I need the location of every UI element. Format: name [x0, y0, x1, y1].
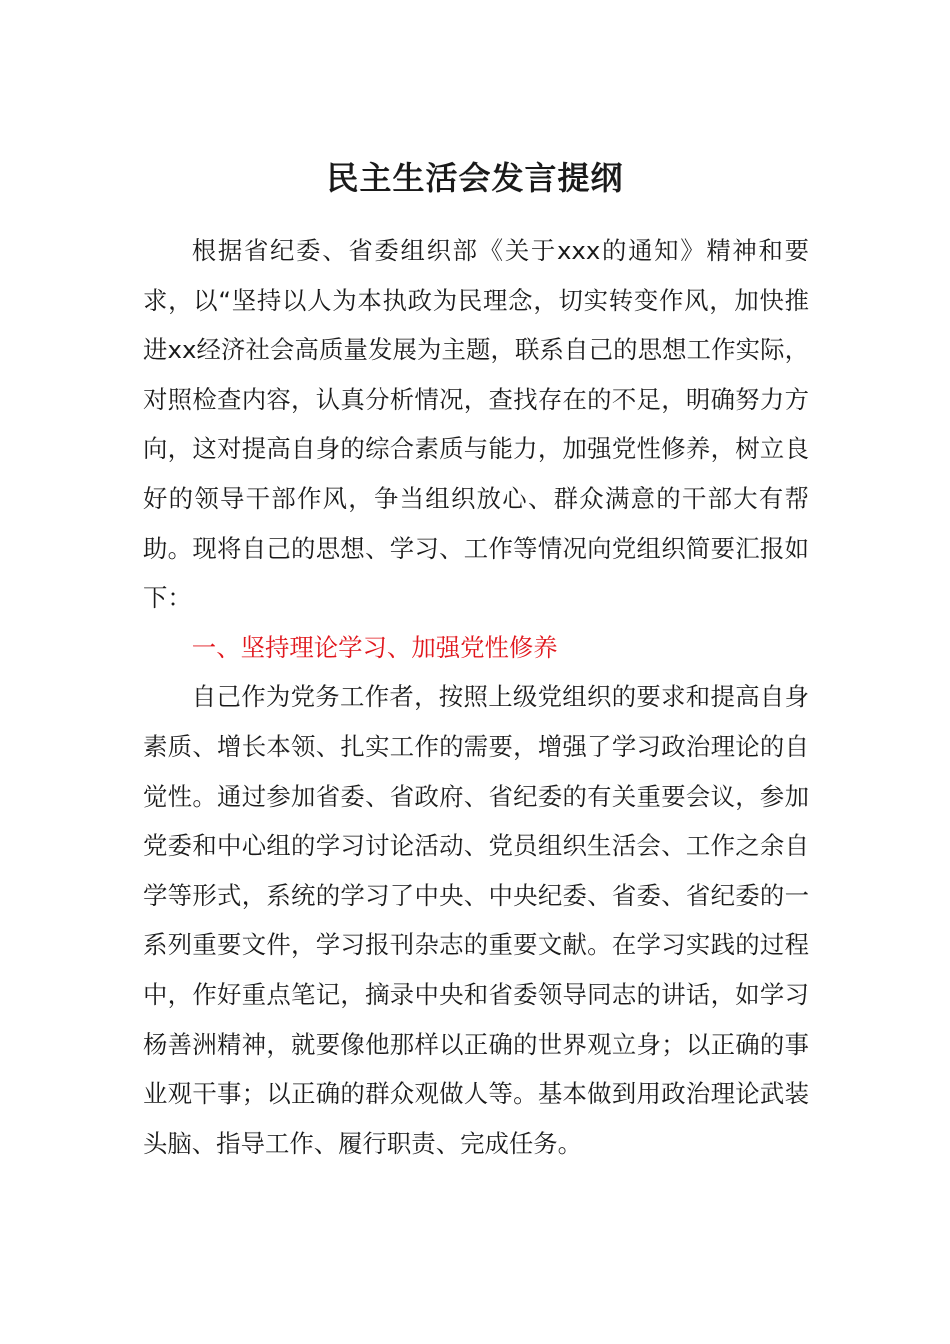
document-title: 民主生活会发言提纲: [326, 159, 624, 197]
section-heading: 一、坚持理论学习、加强党性修养: [191, 632, 558, 662]
section-paragraph: 自己作为党务工作者，按照上级党组织的要求和提高自身素质、增长本领、扎实工作的需要，增强了学习政治理论的自觉性。通过参加省委、省政府、省纪委的有关重要会议，参加党委和中心组的学习讨论活动、党员组织生活会、工作之余自学等形式，系统的学习了中央、中央纪委、省委、省纪委的一系列重要文件，学习报刊杂志的重要文献。在学习实践的过程中，作好重点笔记，摘录中央和省委领导同志的讲话，如学习杨善洲精神，就要像他那样以正确的世界观立身；以正确的事业观干事；以正确的群众观做人等。基本做到用政治理论武装头脑、指导工作、履行职责、完成任务。: [143, 682, 809, 1158]
document-body: [143, 226, 809, 1168]
intro-paragraph: 根据省纪委、省委组织部《关于xxx的通知》精神和要求，以“坚持以人为本执政为民理念，切实转变作风，加快推进xx经济社会高质量发展为主题，联系自己的思想工作实际，对照检查内容，认真分析情况，查找存在的不足，明确努力方向，这对提高自身的综合素质与能力，加强党性修养，树立良好的领导干部作风，争当组织放心、群众满意的干部大有帮助。现将自己的思想、学习、工作等情况向党组织简要汇报如下：: [143, 236, 809, 613]
